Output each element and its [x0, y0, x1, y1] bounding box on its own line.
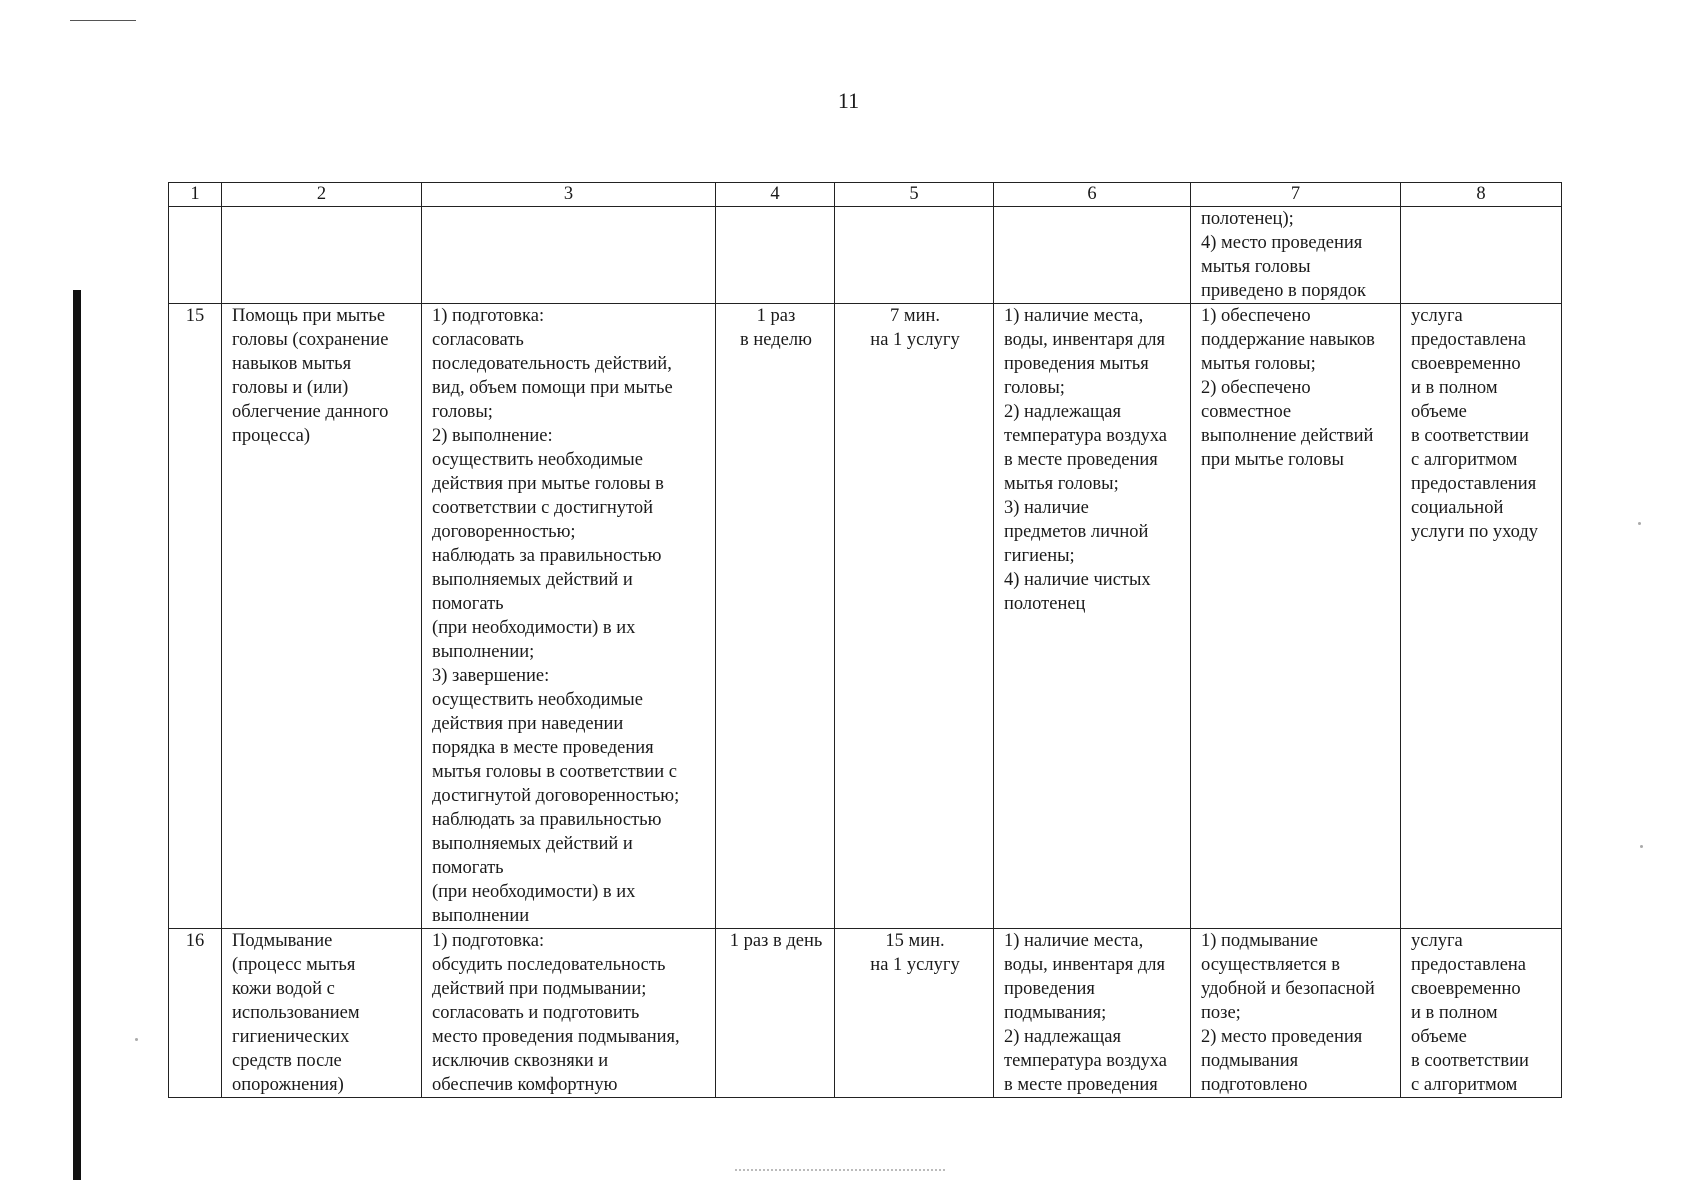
cell-line: наблюдать за правильностью: [432, 810, 662, 830]
cell-line: 2) выполнение:: [432, 426, 553, 446]
cell-line: опорожнения): [232, 1075, 344, 1095]
cell-line: соответствии с достигнутой: [432, 498, 654, 518]
col-header-1: 1: [169, 183, 222, 207]
cell-line: температура воздуха: [1004, 426, 1167, 446]
cell-line: использованием: [232, 1003, 360, 1023]
service-name-cell: [222, 304, 422, 929]
cell-line: наблюдать за правильностью: [432, 546, 662, 566]
cell-line: 1 раз: [756, 306, 796, 326]
cell-line: выполняемых действий и: [432, 570, 633, 590]
cell-line: действия при наведении: [432, 714, 624, 734]
cell-line: услуга: [1411, 306, 1463, 326]
frequency-cell: [716, 304, 835, 929]
cell-line: 1) наличие места,: [1004, 931, 1144, 951]
cont-cell-5: [835, 207, 994, 304]
cell-line: 4) место проведения: [1201, 233, 1363, 253]
duration-cell: [835, 304, 994, 929]
row-number: 16: [169, 929, 222, 1098]
cell-line: 2) место проведения: [1201, 1027, 1363, 1047]
cell-line: объеме: [1411, 402, 1467, 422]
cell-line: действий при подмывании;: [432, 979, 647, 999]
services-table: [168, 182, 1562, 1098]
cell-line: полотенец: [1004, 594, 1086, 614]
continuation-row: [169, 207, 1562, 304]
cell-line: в соответствии: [1411, 1051, 1529, 1071]
results-cell: [1191, 929, 1401, 1098]
cell-line: в соответствии: [1411, 426, 1529, 446]
cell-line: Помощь при мытье: [232, 306, 386, 326]
cell-line: головы;: [432, 402, 493, 422]
cell-line: предоставлена: [1411, 330, 1527, 350]
cell-line: с алгоритмом: [1411, 450, 1518, 470]
cont-cell-8: [1401, 207, 1562, 304]
cell-line: воды, инвентаря для: [1004, 955, 1166, 975]
cell-line: осуществить необходимые: [432, 450, 643, 470]
cell-line: 2) надлежащая: [1004, 402, 1121, 422]
cell-line: своевременно: [1411, 354, 1521, 374]
header-rule: [70, 20, 136, 21]
cell-line: осуществить необходимые: [432, 690, 643, 710]
cell-line: действия при мытье головы в: [432, 474, 664, 494]
cell-line: своевременно: [1411, 979, 1521, 999]
cell-line: (при необходимости) в их: [432, 882, 636, 902]
cell-line: объеме: [1411, 1027, 1467, 1047]
cell-line: социальной: [1411, 498, 1504, 518]
cell-line: средств после: [232, 1051, 342, 1071]
col-header-6: 6: [994, 183, 1191, 207]
cont-cell-results: [1191, 207, 1401, 304]
cell-line: услуга: [1411, 931, 1463, 951]
cell-line: удобной и безопасной: [1201, 979, 1375, 999]
cell-line: 2) обеспечено: [1201, 378, 1311, 398]
cell-line: головы и (или): [232, 378, 349, 398]
cell-line: 2) надлежащая: [1004, 1027, 1121, 1047]
scan-speck: [135, 1038, 138, 1041]
cell-line: достигнутой договоренностью;: [432, 786, 680, 806]
col-header-4: 4: [716, 183, 835, 207]
conditions-cell: [994, 929, 1191, 1098]
col-header-8: 8: [1401, 183, 1562, 207]
cell-line: головы;: [1004, 378, 1065, 398]
cell-line: осуществляется в: [1201, 955, 1340, 975]
quality-cell: [1401, 304, 1562, 929]
table-row: [169, 929, 1562, 1098]
cell-line: гигиены;: [1004, 546, 1075, 566]
cell-line: выполнении;: [432, 642, 535, 662]
description-cell: [422, 929, 716, 1098]
cont-cell-4: [716, 207, 835, 304]
cell-line: последовательность действий,: [432, 354, 672, 374]
cell-line: вид, объем помощи при мытье: [432, 378, 673, 398]
cell-line: гигиенических: [232, 1027, 350, 1047]
cont-cell-3: [422, 207, 716, 304]
cell-line: выполнение действий: [1201, 426, 1374, 446]
description-cell: [422, 304, 716, 929]
scan-binding-edge: [73, 290, 81, 1180]
cell-line: на 1 услугу: [870, 330, 960, 350]
cell-line: (процесс мытья: [232, 955, 356, 975]
cell-line: проведения: [1004, 979, 1095, 999]
page-number: 11: [837, 88, 860, 113]
cell-line: температура воздуха: [1004, 1051, 1167, 1071]
cell-line: в месте проведения: [1004, 1075, 1158, 1095]
cell-line: предоставлена: [1411, 955, 1527, 975]
cell-line: обсудить последовательность: [432, 955, 666, 975]
cell-line: 7 мин.: [889, 306, 940, 326]
quality-cell: [1401, 929, 1562, 1098]
cell-line: проведения мытья: [1004, 354, 1149, 374]
cell-line: мытья головы в соответствии с: [432, 762, 677, 782]
cell-line: мытья головы;: [1004, 474, 1119, 494]
cell-line: предоставления: [1411, 474, 1537, 494]
cell-line: с алгоритмом: [1411, 1075, 1518, 1095]
cell-line: в неделю: [740, 330, 812, 350]
service-name-cell: [222, 929, 422, 1098]
cell-line: на 1 услугу: [870, 955, 960, 975]
cell-line: помогать: [432, 858, 504, 878]
col-header-3: 3: [422, 183, 716, 207]
cell-line: 1) подготовка:: [432, 306, 545, 326]
cell-line: мытья головы: [1201, 257, 1311, 277]
table-row: [169, 304, 1562, 929]
cell-line: позе;: [1201, 1003, 1241, 1023]
cell-line: 1) подготовка:: [432, 931, 545, 951]
cell-line: исключив сквозняки и: [432, 1051, 609, 1071]
cell-line: кожи водой с: [232, 979, 335, 999]
cell-line: подготовлено: [1201, 1075, 1308, 1095]
cell-line: процесса): [232, 426, 310, 446]
cell-line: предметов личной: [1004, 522, 1149, 542]
cell-line: облегчение данного: [232, 402, 389, 422]
cell-line: головы (сохранение: [232, 330, 389, 350]
cell-line: услуги по уходу: [1411, 522, 1539, 542]
cell-line: выполняемых действий и: [432, 834, 633, 854]
cell-line: согласовать и подготовить: [432, 1003, 640, 1023]
cell-line: согласовать: [432, 330, 524, 350]
column-number-row: [169, 183, 1562, 207]
col-header-7: 7: [1191, 183, 1401, 207]
cell-line: полотенец);: [1201, 209, 1294, 229]
scan-speck: [1640, 845, 1643, 848]
cell-line: и в полном: [1411, 378, 1498, 398]
cell-line: выполнении: [432, 906, 530, 926]
scan-bottom-marks: [735, 1169, 945, 1174]
cont-cell-2: [222, 207, 422, 304]
cell-line: 1 раз в день: [729, 931, 823, 951]
duration-cell: [835, 929, 994, 1098]
cell-line: 3) завершение:: [432, 666, 550, 686]
cell-line: 15 мин.: [885, 931, 945, 951]
cell-line: договоренностью;: [432, 522, 576, 542]
cell-line: порядка в месте проведения: [432, 738, 654, 758]
cell-line: место проведения подмывания,: [432, 1027, 680, 1047]
cell-line: 1) обеспечено: [1201, 306, 1311, 326]
cell-line: в месте проведения: [1004, 450, 1158, 470]
cell-line: и в полном: [1411, 1003, 1498, 1023]
cell-line: 1) наличие места,: [1004, 306, 1144, 326]
cell-line: 4) наличие чистых: [1004, 570, 1151, 590]
cont-cell-1: [169, 207, 222, 304]
cont-cell-6: [994, 207, 1191, 304]
cell-line: (при необходимости) в их: [432, 618, 636, 638]
cell-line: приведено в порядок: [1201, 281, 1366, 301]
cell-line: при мытье головы: [1201, 450, 1344, 470]
col-header-5: 5: [835, 183, 994, 207]
cell-line: подмывания;: [1004, 1003, 1107, 1023]
results-cell: [1191, 304, 1401, 929]
cell-line: обеспечив комфортную: [432, 1075, 618, 1095]
cell-line: помогать: [432, 594, 504, 614]
cell-line: совместное: [1201, 402, 1292, 422]
cell-line: навыков мытья: [232, 354, 352, 374]
cell-line: поддержание навыков: [1201, 330, 1375, 350]
cell-line: подмывания: [1201, 1051, 1299, 1071]
cell-line: мытья головы;: [1201, 354, 1316, 374]
conditions-cell: [994, 304, 1191, 929]
col-header-2: 2: [222, 183, 422, 207]
cell-line: 1) подмывание: [1201, 931, 1318, 951]
scan-speck: [1638, 522, 1641, 525]
cell-line: Подмывание: [232, 931, 333, 951]
frequency-cell: [716, 929, 835, 1098]
cell-line: 3) наличие: [1004, 498, 1089, 518]
row-number: 15: [169, 304, 222, 929]
cell-line: воды, инвентаря для: [1004, 330, 1166, 350]
